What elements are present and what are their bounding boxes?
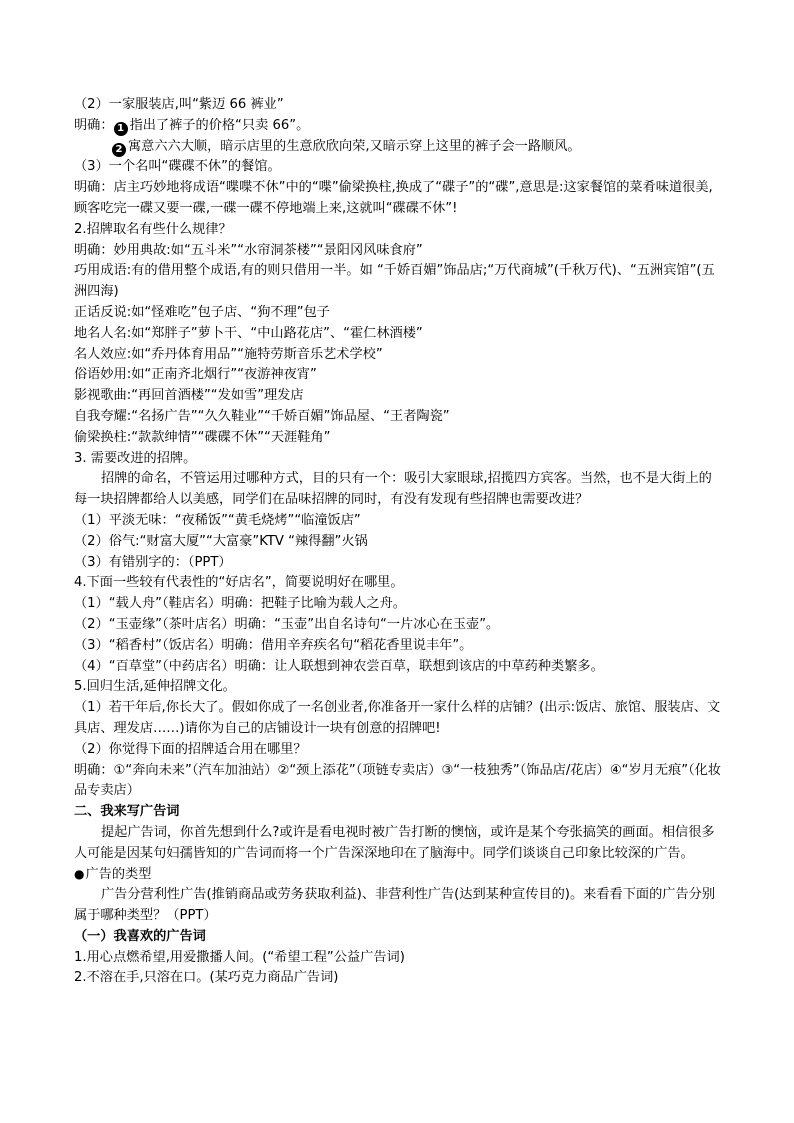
text-span: 寓意六六大顺，暗示店里的生意欣欣向荣,又暗示穿上这里的裤子会一路顺风。 <box>128 138 581 154</box>
text-line: （3）“稻香村”（饭店名）明确：借用辛弃疾名句“稻花香里说丰年”。 <box>74 637 473 653</box>
text-line: （3）有错别字的：（PPT） <box>74 554 232 570</box>
paragraph: 巧用成语:有的借用整个成语,有的则只借用一半。如 “千娇百媚”饰品店;“万代商城”(千秋万代)、“五洲宾馆”(五洲四海) <box>74 263 715 300</box>
subsection-heading: （一）我喜欢的广告词 <box>74 928 206 944</box>
text-line: 自我夸耀:“名扬广告”“久久鞋业”“千娇百媚”饰品屋、“王者陶瓷” <box>74 408 450 424</box>
text-line: 偷梁换柱:“款款绅情”“碟碟不休”“天涯鞋角” <box>74 429 331 445</box>
text-line: 3. 需要改进的招牌。 <box>74 450 197 466</box>
text-line: （1）平淡无味：“夜稀饭”“黄毛烧烤”“临潼饭店” <box>74 512 361 528</box>
paragraph: 广告分营利性广告(推销商品或劳务获取利益)、非营利性广告(达到某种宣传目的)。来看看下面的广告分别属于哪种类型？（PPT） <box>74 887 716 924</box>
paragraph: 明确：①“奔向未来”（汽车加油站）②“颈上添花”（项链专卖店）③“一枝独秀”（饰品店/花店）④“岁月无痕”（化妆品专卖店） <box>74 762 722 799</box>
text-line: （2）你觉得下面的招牌适合用在哪里？ <box>74 741 307 757</box>
paragraph: （1）若干年后,你长大了。假如你成了一名创业者,你准备开一家什么样的店铺？(出示:饭店、旅馆、服装店、文具店、理发店……)请你为自己的店铺设计一块有创意的招牌吧! <box>74 700 721 736</box>
circled-number-1: 1 <box>114 122 128 136</box>
text-line: （4）“百草堂”（中药店名）明确：让人联想到神农尝百草，联想到该店的中草药种类繁多。 <box>74 658 604 674</box>
text-line: 俗语妙用:如“正南齐北烟行”“夜游神夜宵” <box>74 367 317 383</box>
text-span: 指出了裤子的价格“只卖 66”。 <box>129 117 310 133</box>
section-heading: 二、我来写广告词 <box>74 804 180 820</box>
text-line: （1）“载人舟”（鞋店名）明确：把鞋子比喻为载人之舟。 <box>74 596 406 612</box>
text-line: （2）俗气:“财富大厦”“大富豪”KTV “辣得翻”火锅 <box>74 533 368 549</box>
circled-number-2: 2 <box>112 143 126 157</box>
text-line: 影视歌曲:“再回首酒楼”“发如雪”理发店 <box>74 388 304 404</box>
text-line: 地名人名:如“郑胖子”萝卜干、“中山路花店”、“霍仁林酒楼” <box>74 325 423 341</box>
text-line: 正话反说:如“怪难吃”包子店、“狗不理”包子 <box>74 304 330 320</box>
text-line: 2.招牌取名有些什么规律？ <box>74 221 232 237</box>
text-line: （2）“玉壶缘”（茶叶店名）明确：“玉壶”出自名诗句“一片冰心在玉壶”。 <box>74 616 500 632</box>
text-span: 广告的类型 <box>85 867 152 883</box>
paragraph: 招牌的命名，不管运用过哪种方式，目的只有一个：吸引大家眼球,招揽四方宾客。当然，也不是大街上的每一块招牌都给人以美感，同学们在品味招牌的同时，有没有发现有些招牌也需要改进？ <box>74 471 712 508</box>
text-line: 2.不溶在手,只溶在口。(某巧克力商品广告词) <box>74 970 339 986</box>
text-line: 1.用心点燃希望,用爱撒播人间。(“希望工程”公益广告词) <box>74 949 405 965</box>
text-line: 明确：妙用典故:如“五斗米”“水帘洞茶楼”“景阳冈风味食府” <box>74 242 423 258</box>
paragraph: 明确：店主巧妙地将成语“喋喋不休”中的“喋”偷梁换柱,换成了“碟子”的“碟”,意思是:这家餐馆的菜肴味道很美,顾客吃完一碟又要一碟,一碟一碟不停地端上来,这就叫“碟碟不休”! <box>74 180 713 216</box>
text-line: 4.下面一些较有代表性的“好店名”，简要说明好在哪里。 <box>74 575 404 591</box>
text-line: 5.回归生活,延伸招牌文化。 <box>74 679 236 695</box>
text-line <box>74 116 722 137</box>
bullet-icon: ● <box>74 867 85 882</box>
label-mingque: 明确： <box>74 117 114 133</box>
text-line: （3）一个名叫“碟碟不休”的餐馆。 <box>74 159 281 175</box>
document-body <box>74 95 722 989</box>
text-line: （2）一家服装店,叫“紫迈 66 裤业” <box>74 97 284 112</box>
text-line <box>74 137 722 158</box>
text-line: 名人效应:如“乔丹体育用品”“施特劳斯音乐艺术学校” <box>74 346 383 362</box>
paragraph: 提起广告词，你首先想到什么?或许是看电视时被广告打断的懊恼，或许是某个夸张搞笑的画面。相信很多人可能是因某句妇孺皆知的广告词而将一个广告深深地印在了脑海中。同学们谈谈自己印象比较深的广告。 <box>74 824 715 861</box>
text-line <box>74 864 722 885</box>
